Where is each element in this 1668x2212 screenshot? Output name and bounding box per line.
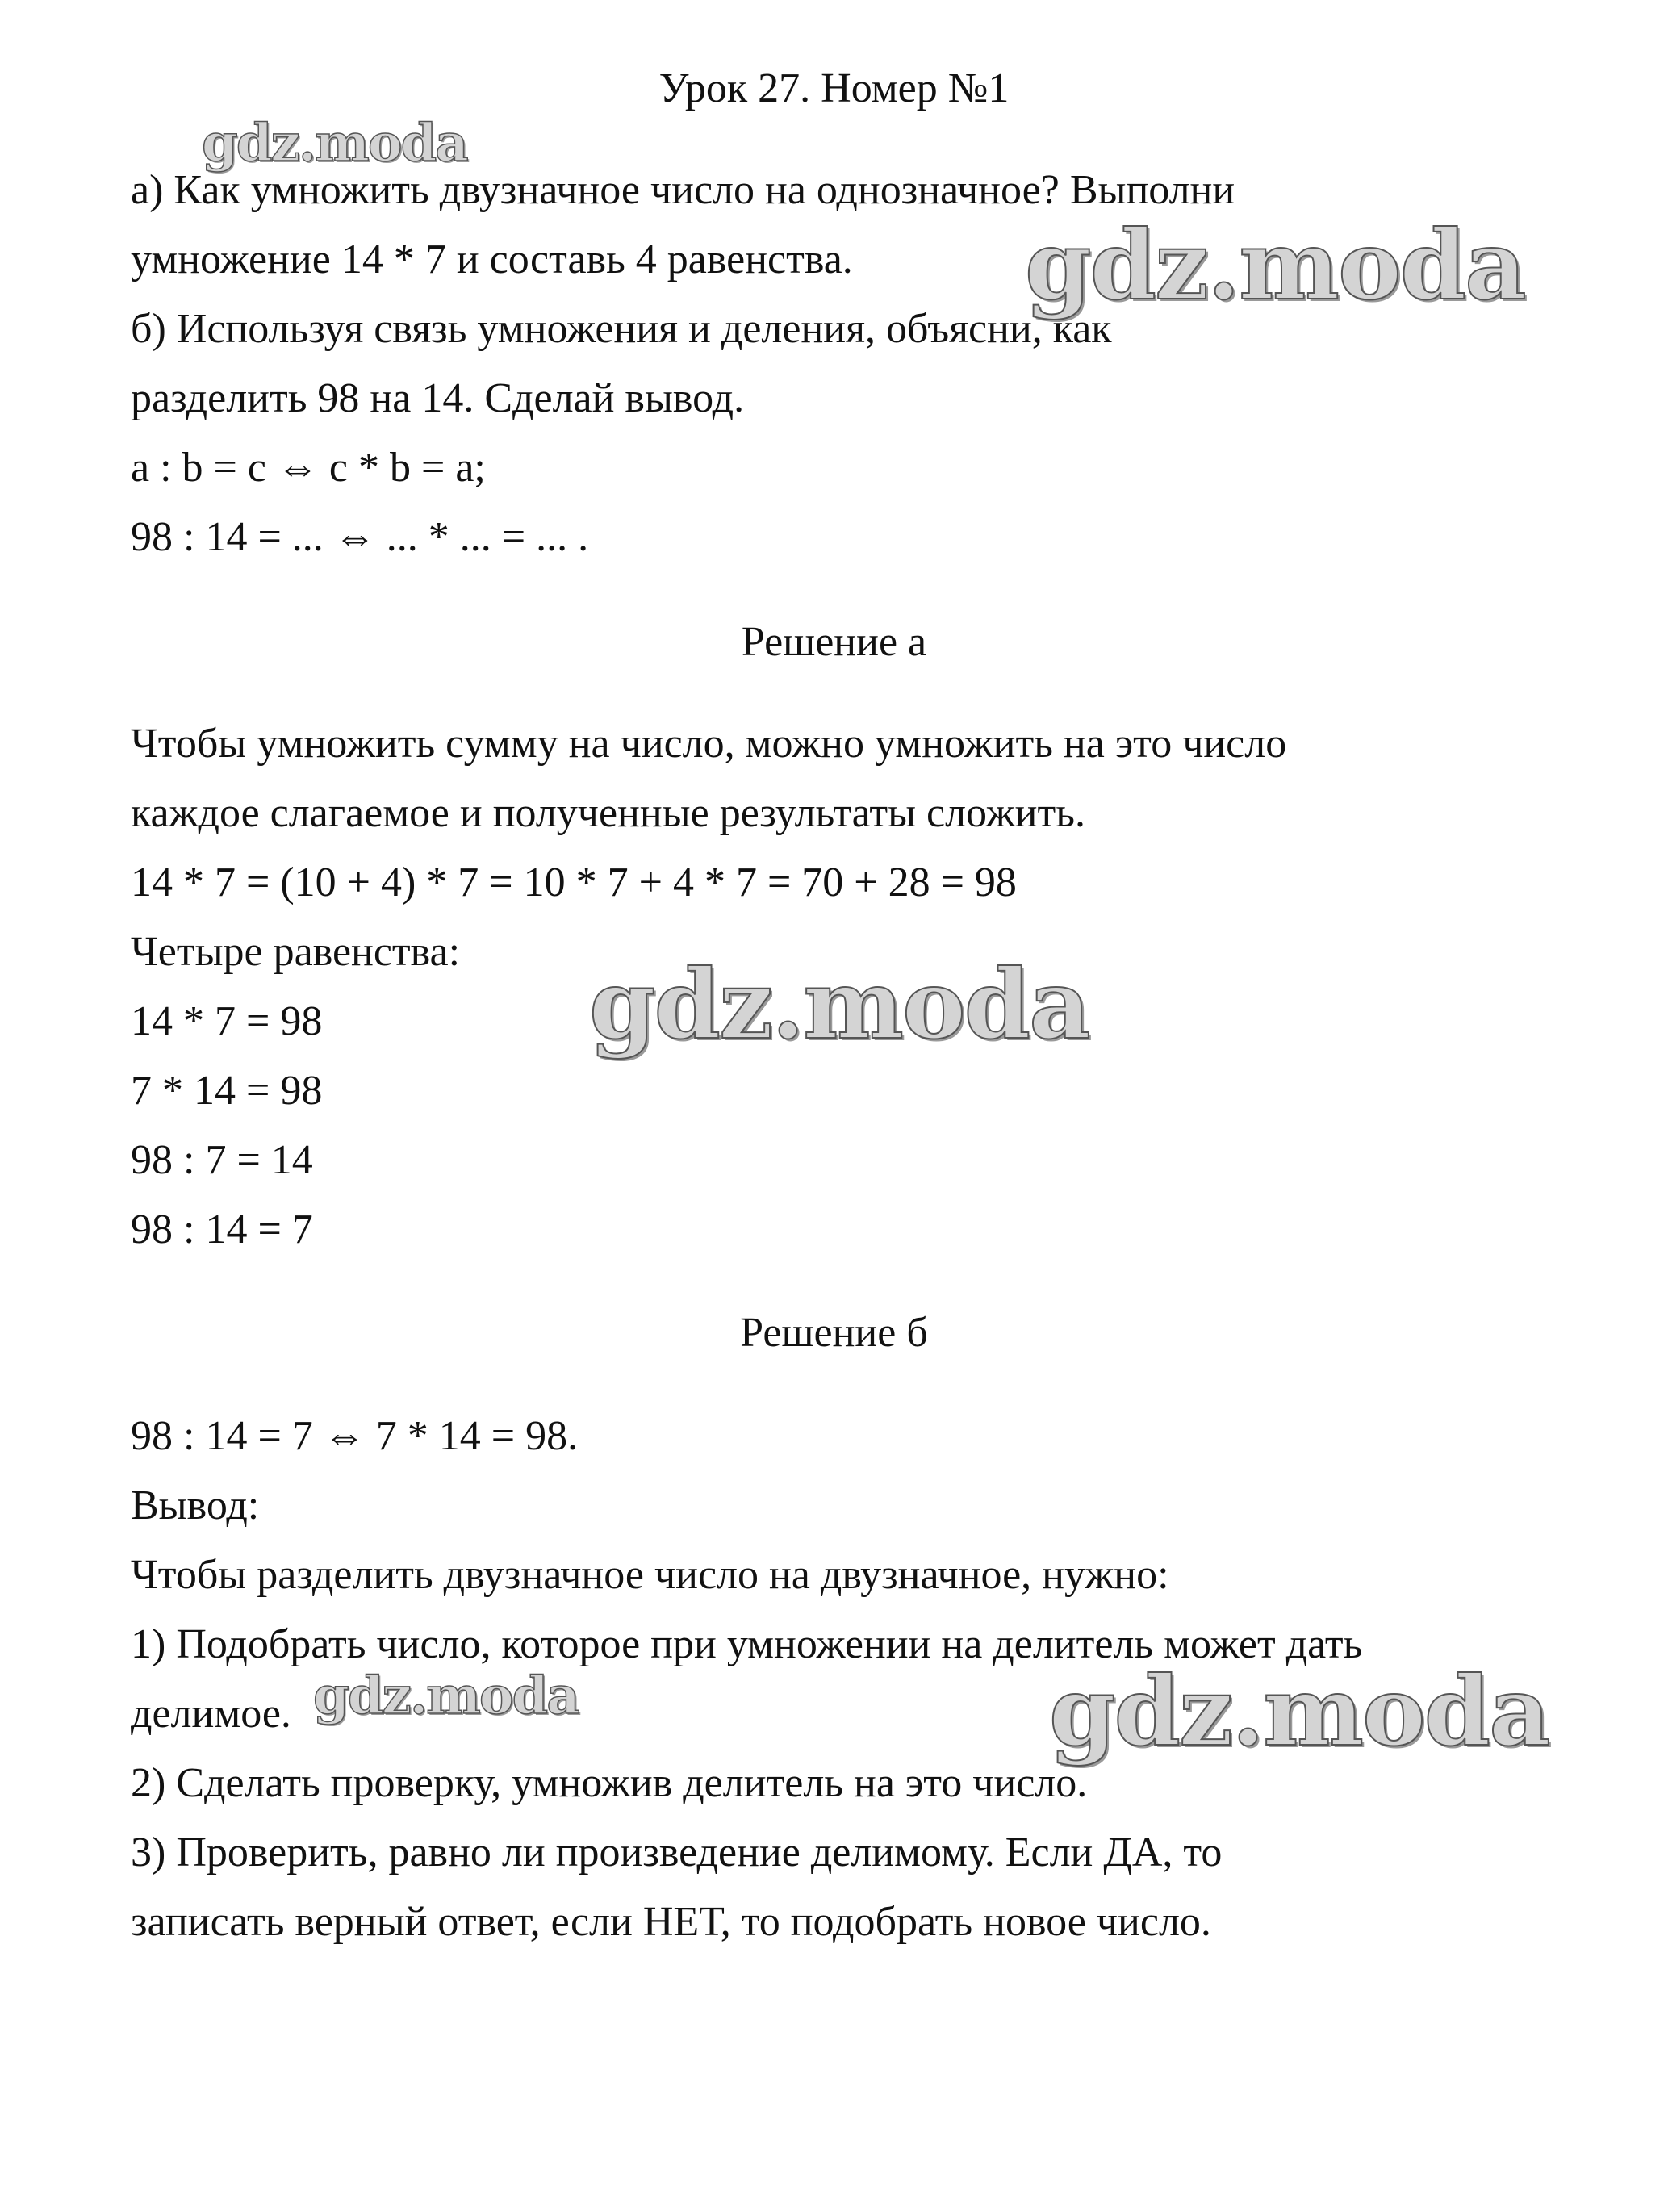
formula-line: 98 : 14 = ... ⇔ ... * ... = ... . <box>131 514 589 560</box>
watermark-logo: gdz.moda <box>1025 209 1525 321</box>
solution-b-line: 1) Подобрать число, которое при умножении на делитель может дать <box>131 1621 1363 1667</box>
equation-line: 14 * 7 = 98 <box>131 998 323 1044</box>
task-line: разделить 98 на 14. Сделай вывод. <box>131 375 745 421</box>
watermark-logo: gdz.moda <box>589 948 1089 1060</box>
page-title: Урок 27. Номер №1 <box>658 65 1010 111</box>
task-line: а) Как умножить двузначное число на однозначное? Выполни <box>131 167 1235 213</box>
solution-b-line: записать верный ответ, если НЕТ, то подобрать новое число. <box>131 1899 1211 1945</box>
solution-a-line: каждое слагаемое и полученные результаты сложить. <box>131 790 1085 836</box>
solution-a-line: Четыре равенства: <box>131 929 461 975</box>
equation-line: 98 : 7 = 14 <box>131 1137 313 1183</box>
solution-b-line: Чтобы разделить двузначное число на двузначное, нужно: <box>131 1552 1169 1598</box>
solution-b-line: 98 : 14 = 7 ⇔ 7 * 14 = 98. <box>131 1413 579 1459</box>
solution-b-line: 3) Проверить, равно ли произведение делимому. Если ДА, то <box>131 1829 1223 1875</box>
watermark-logo: gdz.moda <box>313 1666 579 1726</box>
formula-line: a : b = c ⇔ c * b = a; <box>131 445 486 491</box>
solution-b-heading: Решение б <box>740 1310 928 1356</box>
solution-a-line: Чтобы умножить сумму на число, можно умножить на это число <box>131 721 1287 767</box>
solution-a-line: 14 * 7 = (10 + 4) * 7 = 10 * 7 + 4 * 7 = 70 + 28 = 98 <box>131 859 1017 905</box>
solution-b-line: Вывод: <box>131 1482 260 1528</box>
task-line: б) Используя связь умножения и деления, объясни, как <box>131 306 1112 352</box>
solution-b-line: 2) Сделать проверку, умножив делитель на это число. <box>131 1760 1088 1806</box>
solution-a-heading: Решение а <box>741 619 927 665</box>
solution-b-line: делимое. <box>131 1691 291 1737</box>
equation-line: 7 * 14 = 98 <box>131 1068 323 1114</box>
watermark-logo: gdz.moda <box>202 113 467 174</box>
watermark-logo: gdz.moda <box>1049 1655 1549 1767</box>
task-line: умножение 14 * 7 и составь 4 равенства. <box>131 236 853 282</box>
equation-line: 98 : 14 = 7 <box>131 1206 313 1252</box>
